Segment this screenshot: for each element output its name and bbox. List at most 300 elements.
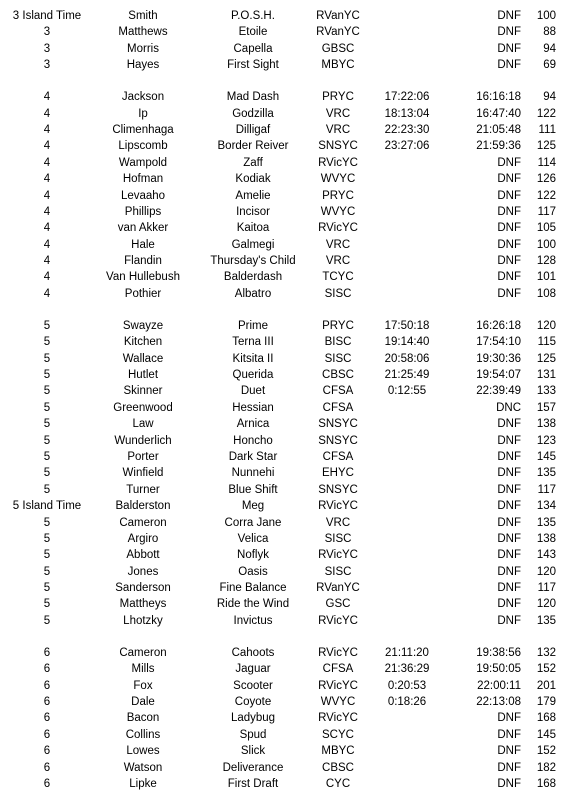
club-cell: RVicYC (318, 549, 358, 562)
finish-time-cell: DNF (497, 614, 521, 627)
boat-name-cell: Galmegi (231, 238, 275, 251)
elapsed-time-cell: 22:23:30 (384, 123, 430, 136)
skipper-cell: Fox (133, 679, 153, 692)
table-row (0, 220, 585, 236)
club-cell: VRC (325, 516, 351, 529)
club-cell: PRYC (322, 189, 354, 202)
division-cell: 5 (43, 598, 51, 611)
rating-cell: 120 (536, 565, 556, 578)
table-row (0, 286, 585, 302)
skipper-cell: Levaaho (120, 189, 166, 202)
division-cell: 4 (43, 287, 51, 300)
club-cell: SISC (324, 565, 352, 578)
finish-time-cell: DNF (497, 10, 521, 22)
club-cell: GBSC (321, 42, 355, 55)
elapsed-time-cell: 17:22:06 (384, 91, 430, 104)
club-cell: RVicYC (318, 679, 358, 692)
skipper-cell: Lipscomb (118, 140, 168, 153)
skipper-cell: Lipke (129, 777, 157, 790)
skipper-cell: Turner (126, 483, 160, 496)
club-cell: SNSYC (318, 434, 358, 447)
club-cell: SISC (324, 287, 352, 300)
division-cell: 6 (43, 646, 51, 659)
club-cell: RVicYC (318, 646, 358, 659)
rating-cell: 168 (536, 712, 556, 725)
finish-time-cell: DNF (497, 582, 521, 595)
boat-name-cell: Kaitoa (236, 222, 270, 235)
skipper-cell: Pothier (124, 287, 162, 300)
skipper-cell: Skinner (123, 385, 163, 398)
boat-name-cell: Hessian (232, 401, 274, 414)
skipper-cell: Flandin (124, 255, 162, 268)
club-cell: PRYC (322, 91, 354, 104)
finish-time-cell: DNF (497, 761, 521, 774)
finish-time-cell: 21:59:36 (476, 140, 521, 153)
skipper-cell: Cameron (119, 646, 167, 659)
table-row (0, 383, 585, 399)
table-row (0, 710, 585, 726)
boat-name-cell: Ride the Wind (216, 598, 290, 611)
table-row (0, 318, 585, 334)
division-cell: 4 (43, 255, 51, 268)
boat-name-cell: Nunnehi (231, 467, 275, 480)
table-row (0, 89, 585, 105)
division-cell: 6 (43, 712, 51, 725)
finish-time-cell: DNF (497, 271, 521, 284)
rating-cell: 123 (536, 434, 556, 447)
table-row (0, 678, 585, 694)
skipper-cell: Swayze (122, 319, 164, 332)
division-cell: 5 (43, 369, 51, 381)
skipper-cell: Hale (131, 238, 155, 251)
group-separator (0, 74, 585, 90)
elapsed-time-cell: 0:12:55 (387, 385, 427, 398)
boat-name-cell: Scooter (233, 679, 273, 692)
elapsed-time-cell: 21:11:20 (385, 646, 429, 659)
finish-time-cell: DNC (496, 401, 521, 414)
finish-time-cell: 16:26:18 (476, 319, 521, 332)
skipper-cell: Lowes (126, 745, 160, 758)
table-row (0, 465, 585, 481)
table-row (0, 515, 585, 531)
division-cell: 6 (43, 761, 51, 774)
boat-name-cell: Zaff (243, 156, 263, 169)
rating-cell: 133 (536, 385, 556, 398)
division-cell: 4 (43, 156, 51, 169)
rating-cell: 117 (537, 582, 556, 595)
club-cell: SNSYC (318, 483, 358, 496)
table-row (0, 171, 585, 187)
skipper-cell: Porter (127, 450, 159, 463)
finish-time-cell: DNF (497, 598, 521, 611)
table-row (0, 367, 585, 383)
rating-cell: 88 (543, 26, 556, 39)
finish-time-cell: DNF (497, 222, 521, 235)
boat-name-cell: First Sight (227, 59, 279, 72)
skipper-cell: Mills (131, 663, 155, 676)
skipper-cell: Smith (128, 10, 158, 22)
boat-name-cell: Albatro (234, 287, 272, 300)
finish-time-cell: DNF (497, 450, 521, 463)
rating-cell: 115 (537, 336, 556, 349)
table-row (0, 351, 585, 367)
table-row (0, 138, 585, 154)
division-cell: 4 (43, 140, 51, 153)
club-cell: CFSA (322, 663, 354, 676)
boat-name-cell: Noflyk (237, 549, 269, 562)
boat-name-cell: Mad Dash (226, 91, 280, 104)
rating-cell: 100 (536, 238, 556, 251)
boat-name-cell: Godzilla (232, 107, 274, 120)
division-cell: 5 (43, 352, 51, 365)
division-cell: 5 (43, 385, 51, 398)
division-cell: 6 (43, 663, 51, 676)
division-cell: 6 (43, 745, 51, 758)
club-cell: VRC (325, 255, 351, 268)
finish-time-cell: DNF (497, 205, 521, 218)
boat-name-cell: Kitsita II (232, 352, 274, 365)
rating-cell: 94 (543, 42, 556, 55)
elapsed-time-cell: 20:58:06 (384, 352, 430, 365)
finish-time-cell: DNF (497, 156, 521, 169)
skipper-cell: Wallace (122, 352, 164, 365)
skipper-cell: Morris (127, 42, 159, 55)
club-cell: WVYC (320, 205, 356, 218)
rating-cell: 126 (536, 173, 556, 186)
finish-time-cell: 16:47:40 (476, 107, 521, 120)
skipper-cell: van Akker (117, 222, 169, 235)
rating-cell: 143 (536, 549, 556, 562)
finish-time-cell: DNF (497, 516, 521, 529)
skipper-cell: Sanderson (115, 582, 171, 595)
elapsed-time-cell: 23:27:06 (384, 140, 430, 153)
club-cell: RVanYC (316, 26, 360, 39)
rating-cell: 100 (536, 10, 556, 22)
skipper-cell: Balderston (115, 500, 171, 513)
boat-name-cell: Balderdash (223, 271, 283, 284)
boat-name-cell: Honcho (233, 434, 273, 447)
boat-name-cell: P.O.S.H. (231, 10, 275, 22)
boat-name-cell: Meg (241, 500, 265, 513)
division-cell: 4 (43, 123, 51, 136)
rating-cell: 135 (536, 614, 556, 627)
skipper-cell: Cameron (119, 516, 167, 529)
finish-time-cell: 16:16:18 (476, 91, 521, 104)
club-cell: SISC (324, 352, 352, 365)
division-cell: 5 (43, 434, 51, 447)
rating-cell: 132 (536, 646, 556, 659)
finish-time-cell: DNF (497, 59, 521, 72)
finish-time-cell: 22:13:08 (476, 696, 521, 709)
finish-time-cell: DNF (497, 565, 521, 578)
group-separator (0, 302, 585, 318)
finish-time-cell: DNF (497, 255, 521, 268)
rating-cell: 120 (536, 319, 556, 332)
division-cell: 4 (43, 189, 51, 202)
finish-time-cell: DNF (497, 728, 521, 741)
division-cell: 5 (43, 516, 51, 529)
table-row (0, 694, 585, 710)
boat-name-cell: Arnica (236, 418, 270, 431)
rating-cell: 122 (536, 189, 556, 202)
skipper-cell: Law (132, 418, 154, 431)
division-cell: 5 (43, 582, 51, 595)
boat-name-cell: Dark Star (228, 450, 278, 463)
finish-time-cell: DNF (497, 287, 521, 300)
skipper-cell: Wunderlich (114, 434, 172, 447)
table-row (0, 41, 585, 57)
division-cell: 3 (43, 42, 51, 55)
skipper-cell: Greenwood (113, 401, 173, 414)
division-cell: 4 (43, 107, 51, 120)
skipper-cell: Jones (127, 565, 159, 578)
rating-cell: 101 (536, 271, 556, 284)
division-cell: 5 (43, 532, 51, 545)
division-cell: 4 (43, 222, 51, 235)
skipper-cell: Lhotzky (123, 614, 163, 627)
table-row (0, 155, 585, 171)
club-cell: RVicYC (318, 712, 358, 725)
division-cell: 6 (43, 777, 51, 790)
elapsed-time-cell: 17:50:18 (384, 319, 430, 332)
boat-name-cell: Kodiak (235, 173, 271, 186)
club-cell: BISC (324, 336, 352, 349)
finish-time-cell: 19:54:07 (476, 369, 521, 381)
club-cell: VRC (325, 107, 351, 120)
club-cell: SNSYC (318, 418, 358, 431)
division-cell: 6 (43, 728, 51, 741)
boat-name-cell: Incisor (236, 205, 270, 218)
skipper-cell: Hofman (122, 173, 164, 186)
rating-cell: 168 (536, 777, 556, 790)
table-row (0, 547, 585, 563)
rating-cell: 157 (536, 401, 556, 414)
table-row (0, 433, 585, 449)
elapsed-time-cell: 0:20:53 (387, 679, 427, 692)
rating-cell: 108 (536, 287, 556, 300)
club-cell: RVicYC (318, 156, 358, 169)
division-cell: 5 (43, 549, 51, 562)
finish-time-cell: 19:50:05 (476, 663, 521, 676)
skipper-cell: Ip (138, 107, 148, 120)
table-row (0, 661, 585, 677)
table-row (0, 776, 585, 792)
club-cell: WVYC (320, 173, 356, 186)
skipper-cell: Bacon (126, 712, 160, 725)
table-row (0, 253, 585, 269)
finish-time-cell: DNF (497, 483, 521, 496)
finish-time-cell: DNF (497, 745, 521, 758)
club-cell: CBSC (322, 369, 354, 381)
finish-time-cell: DNF (497, 26, 521, 39)
elapsed-time-cell: 21:25:49 (384, 369, 430, 381)
club-cell: CBSC (322, 761, 354, 774)
finish-time-cell: DNF (497, 189, 521, 202)
table-row (0, 727, 585, 743)
skipper-cell: Winfield (122, 467, 164, 480)
boat-name-cell: Spud (239, 728, 267, 741)
table-row (0, 613, 585, 629)
finish-time-cell: DNF (497, 434, 521, 447)
skipper-cell: Van Hullebush (106, 271, 180, 284)
boat-name-cell: Thursday's Child (210, 255, 296, 268)
rating-cell: 179 (536, 696, 556, 709)
club-cell: RVicYC (318, 222, 358, 235)
rating-cell: 125 (536, 352, 556, 365)
club-cell: RVicYC (318, 614, 358, 627)
table-row (0, 237, 585, 253)
division-cell: 4 (43, 205, 51, 218)
club-cell: WVYC (320, 696, 356, 709)
boat-name-cell: Etoile (238, 26, 268, 39)
table-row (0, 564, 585, 580)
club-cell: CFSA (322, 450, 354, 463)
rating-cell: 111 (538, 123, 556, 136)
finish-time-cell: DNF (497, 173, 521, 186)
skipper-cell: Kitchen (123, 336, 163, 349)
elapsed-time-cell: 0:18:26 (387, 696, 427, 709)
club-cell: PRYC (322, 319, 354, 332)
club-cell: MBYC (321, 745, 355, 758)
skipper-cell: Collins (125, 728, 161, 741)
club-cell: VRC (325, 123, 351, 136)
table-row (0, 596, 585, 612)
skipper-cell: Argiro (127, 532, 159, 545)
finish-time-cell: DNF (497, 532, 521, 545)
elapsed-time-cell: 19:14:40 (384, 336, 430, 349)
table-row (0, 57, 585, 73)
elapsed-time-cell: 18:13:04 (384, 107, 430, 120)
club-cell: VRC (325, 238, 351, 251)
division-cell: 5 (43, 401, 51, 414)
table-row (0, 24, 585, 40)
club-cell: TCYC (322, 271, 354, 284)
division-cell: 3 (43, 26, 51, 39)
rating-cell: 125 (536, 140, 556, 153)
division-cell: 4 (43, 238, 51, 251)
division-cell: 5 Island Time (12, 500, 82, 513)
table-row (0, 482, 585, 498)
club-cell: EHYC (322, 467, 354, 480)
rating-cell: 135 (536, 467, 556, 480)
finish-time-cell: 22:39:49 (476, 385, 521, 398)
rating-cell: 152 (536, 663, 556, 676)
boat-name-cell: Oasis (238, 565, 268, 578)
boat-name-cell: Dilligaf (235, 123, 271, 136)
skipper-cell: Hutlet (127, 369, 159, 381)
club-cell: RVanYC (316, 582, 360, 595)
division-cell: 5 (43, 565, 51, 578)
finish-time-cell: DNF (497, 418, 521, 431)
rating-cell: 182 (536, 761, 556, 774)
boat-name-cell: Velica (237, 532, 269, 545)
boat-name-cell: Border Reiver (217, 140, 289, 153)
boat-name-cell: Ladybug (230, 712, 276, 725)
finish-time-cell: DNF (497, 467, 521, 480)
club-cell: CFSA (322, 385, 354, 398)
table-row (0, 416, 585, 432)
club-cell: GSC (325, 598, 351, 611)
finish-time-cell: DNF (497, 712, 521, 725)
finish-time-cell: DNF (497, 500, 521, 513)
rating-cell: 145 (536, 450, 556, 463)
club-cell: SCYC (322, 728, 354, 741)
boat-name-cell: Prime (237, 319, 269, 332)
skipper-cell: Abbott (126, 549, 160, 562)
division-cell: 6 (43, 696, 51, 709)
rating-cell: 138 (536, 532, 556, 545)
rating-cell: 69 (543, 59, 556, 72)
finish-time-cell: 21:05:48 (476, 123, 521, 136)
rating-cell: 120 (536, 598, 556, 611)
table-row (0, 743, 585, 759)
boat-name-cell: Querida (232, 369, 274, 381)
rating-cell: 138 (536, 418, 556, 431)
division-cell: 5 (43, 450, 51, 463)
skipper-cell: Phillips (124, 205, 162, 218)
finish-time-cell: DNF (497, 42, 521, 55)
rating-cell: 105 (536, 222, 556, 235)
division-cell: 6 (43, 679, 51, 692)
division-cell: 5 (43, 483, 51, 496)
table-row (0, 531, 585, 547)
boat-name-cell: Capella (233, 42, 273, 55)
division-cell: 4 (43, 91, 51, 104)
division-cell: 4 (43, 173, 51, 186)
division-cell: 5 (43, 319, 51, 332)
finish-time-cell: DNF (497, 777, 521, 790)
rating-cell: 131 (536, 369, 556, 381)
boat-name-cell: Corra Jane (224, 516, 282, 529)
finish-time-cell: 17:54:10 (476, 336, 521, 349)
table-row (0, 188, 585, 204)
skipper-cell: Watson (123, 761, 163, 774)
rating-cell: 201 (536, 679, 556, 692)
boat-name-cell: Cahoots (231, 646, 275, 659)
club-cell: SNSYC (318, 140, 358, 153)
skipper-cell: Matthews (118, 26, 168, 39)
division-cell: 5 (43, 418, 51, 431)
rating-cell: 145 (536, 728, 556, 741)
boat-name-cell: Invictus (233, 614, 273, 627)
finish-time-cell: 22:00:11 (477, 679, 521, 692)
club-cell: CFSA (322, 401, 354, 414)
rating-cell: 128 (536, 255, 556, 268)
rating-cell: 134 (536, 500, 556, 513)
boat-name-cell: Duet (240, 385, 266, 398)
table-row (0, 449, 585, 465)
rating-cell: 152 (536, 745, 556, 758)
table-row (0, 400, 585, 416)
division-cell: 3 Island Time (12, 10, 82, 22)
skipper-cell: Mattheys (119, 598, 167, 611)
skipper-cell: Hayes (126, 59, 160, 72)
table-row (0, 204, 585, 220)
rating-cell: 117 (537, 483, 556, 496)
boat-name-cell: Coyote (234, 696, 272, 709)
elapsed-time-cell: 21:36:29 (384, 663, 430, 676)
boat-name-cell: Amelie (235, 189, 271, 202)
boat-name-cell: Blue Shift (228, 483, 278, 496)
rating-cell: 117 (537, 205, 556, 218)
division-cell: 3 (43, 59, 51, 72)
table-row (0, 498, 585, 514)
division-cell: 5 (43, 336, 51, 349)
skipper-cell: Jackson (121, 91, 165, 104)
division-cell: 4 (43, 271, 51, 284)
finish-time-cell: 19:30:36 (476, 352, 521, 365)
division-cell: 5 (43, 467, 51, 480)
